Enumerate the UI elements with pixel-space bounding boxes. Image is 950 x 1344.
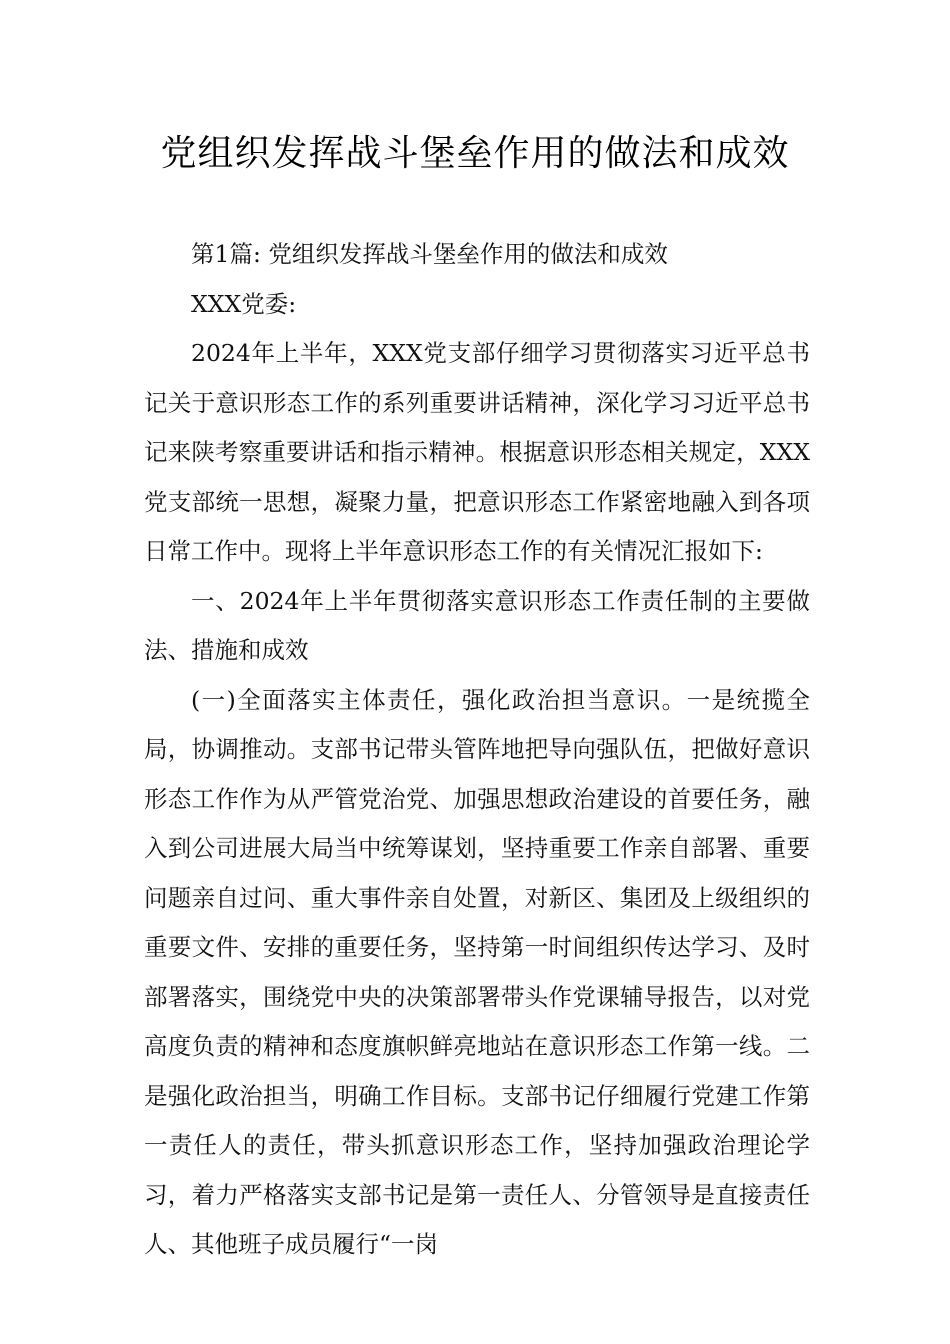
addressee-paragraph: XXX党委: [191, 289, 297, 318]
subsection-one-paragraph: (一)全面落实主体责任，强化政治担当意识。一是统揽全局，协调推动。支部书记带头管阵地把导向强队伍，把做好意识形态工作作为从严管党治党、加强思想政治建设的首要任务，融入到公司进展大局当中统筹谋划，坚持重要工作亲自部署、重要问题亲自过问、重大事件亲自处置，对新区、集团及上级组织的重要文件、安排的重要任务，坚持第一时间组织传达学习、及时部署落实，围绕党中央的决策部署带头作党课辅导报告，以对党高度负责的精神和态度旗帜鲜亮地站在意识形态工作第一线。二是强化政治担当，明确工作目标。支部书记仔细履行党建工作第一责任人的责任，带头抓意识形态工作，坚持加强政治理论学习，着力严格落实支部书记是第一责任人、分管领导是直接责任人、其他班子成员履行“一岗 [144, 685, 810, 1258]
part-one-heading-paragraph: 一、2024年上半年贯彻落实意识形态工作责任制的主要做法、措施和成效 [144, 586, 810, 664]
intro-paragraph: 2024年上半年，XXX党支部仔细学习贯彻落实习近平总书记关于意识形态工作的系列重要讲话精神，深化学习习近平总书记来陕考察重要讲话和指示精神。根据意识形态相关规定，XXX党支部统一思想，凝聚力量，把意识形态工作紧密地融入到各项日常工作中。现将上半年意识形态工作的有关情况汇报如下: [144, 339, 810, 565]
document-title: 党组织发挥战斗堡垒作用的做法和成效 [160, 133, 790, 174]
document-body [144, 230, 810, 1270]
section-heading-paragraph: 第1篇: 党组织发挥战斗堡垒作用的做法和成效 [191, 240, 668, 268]
